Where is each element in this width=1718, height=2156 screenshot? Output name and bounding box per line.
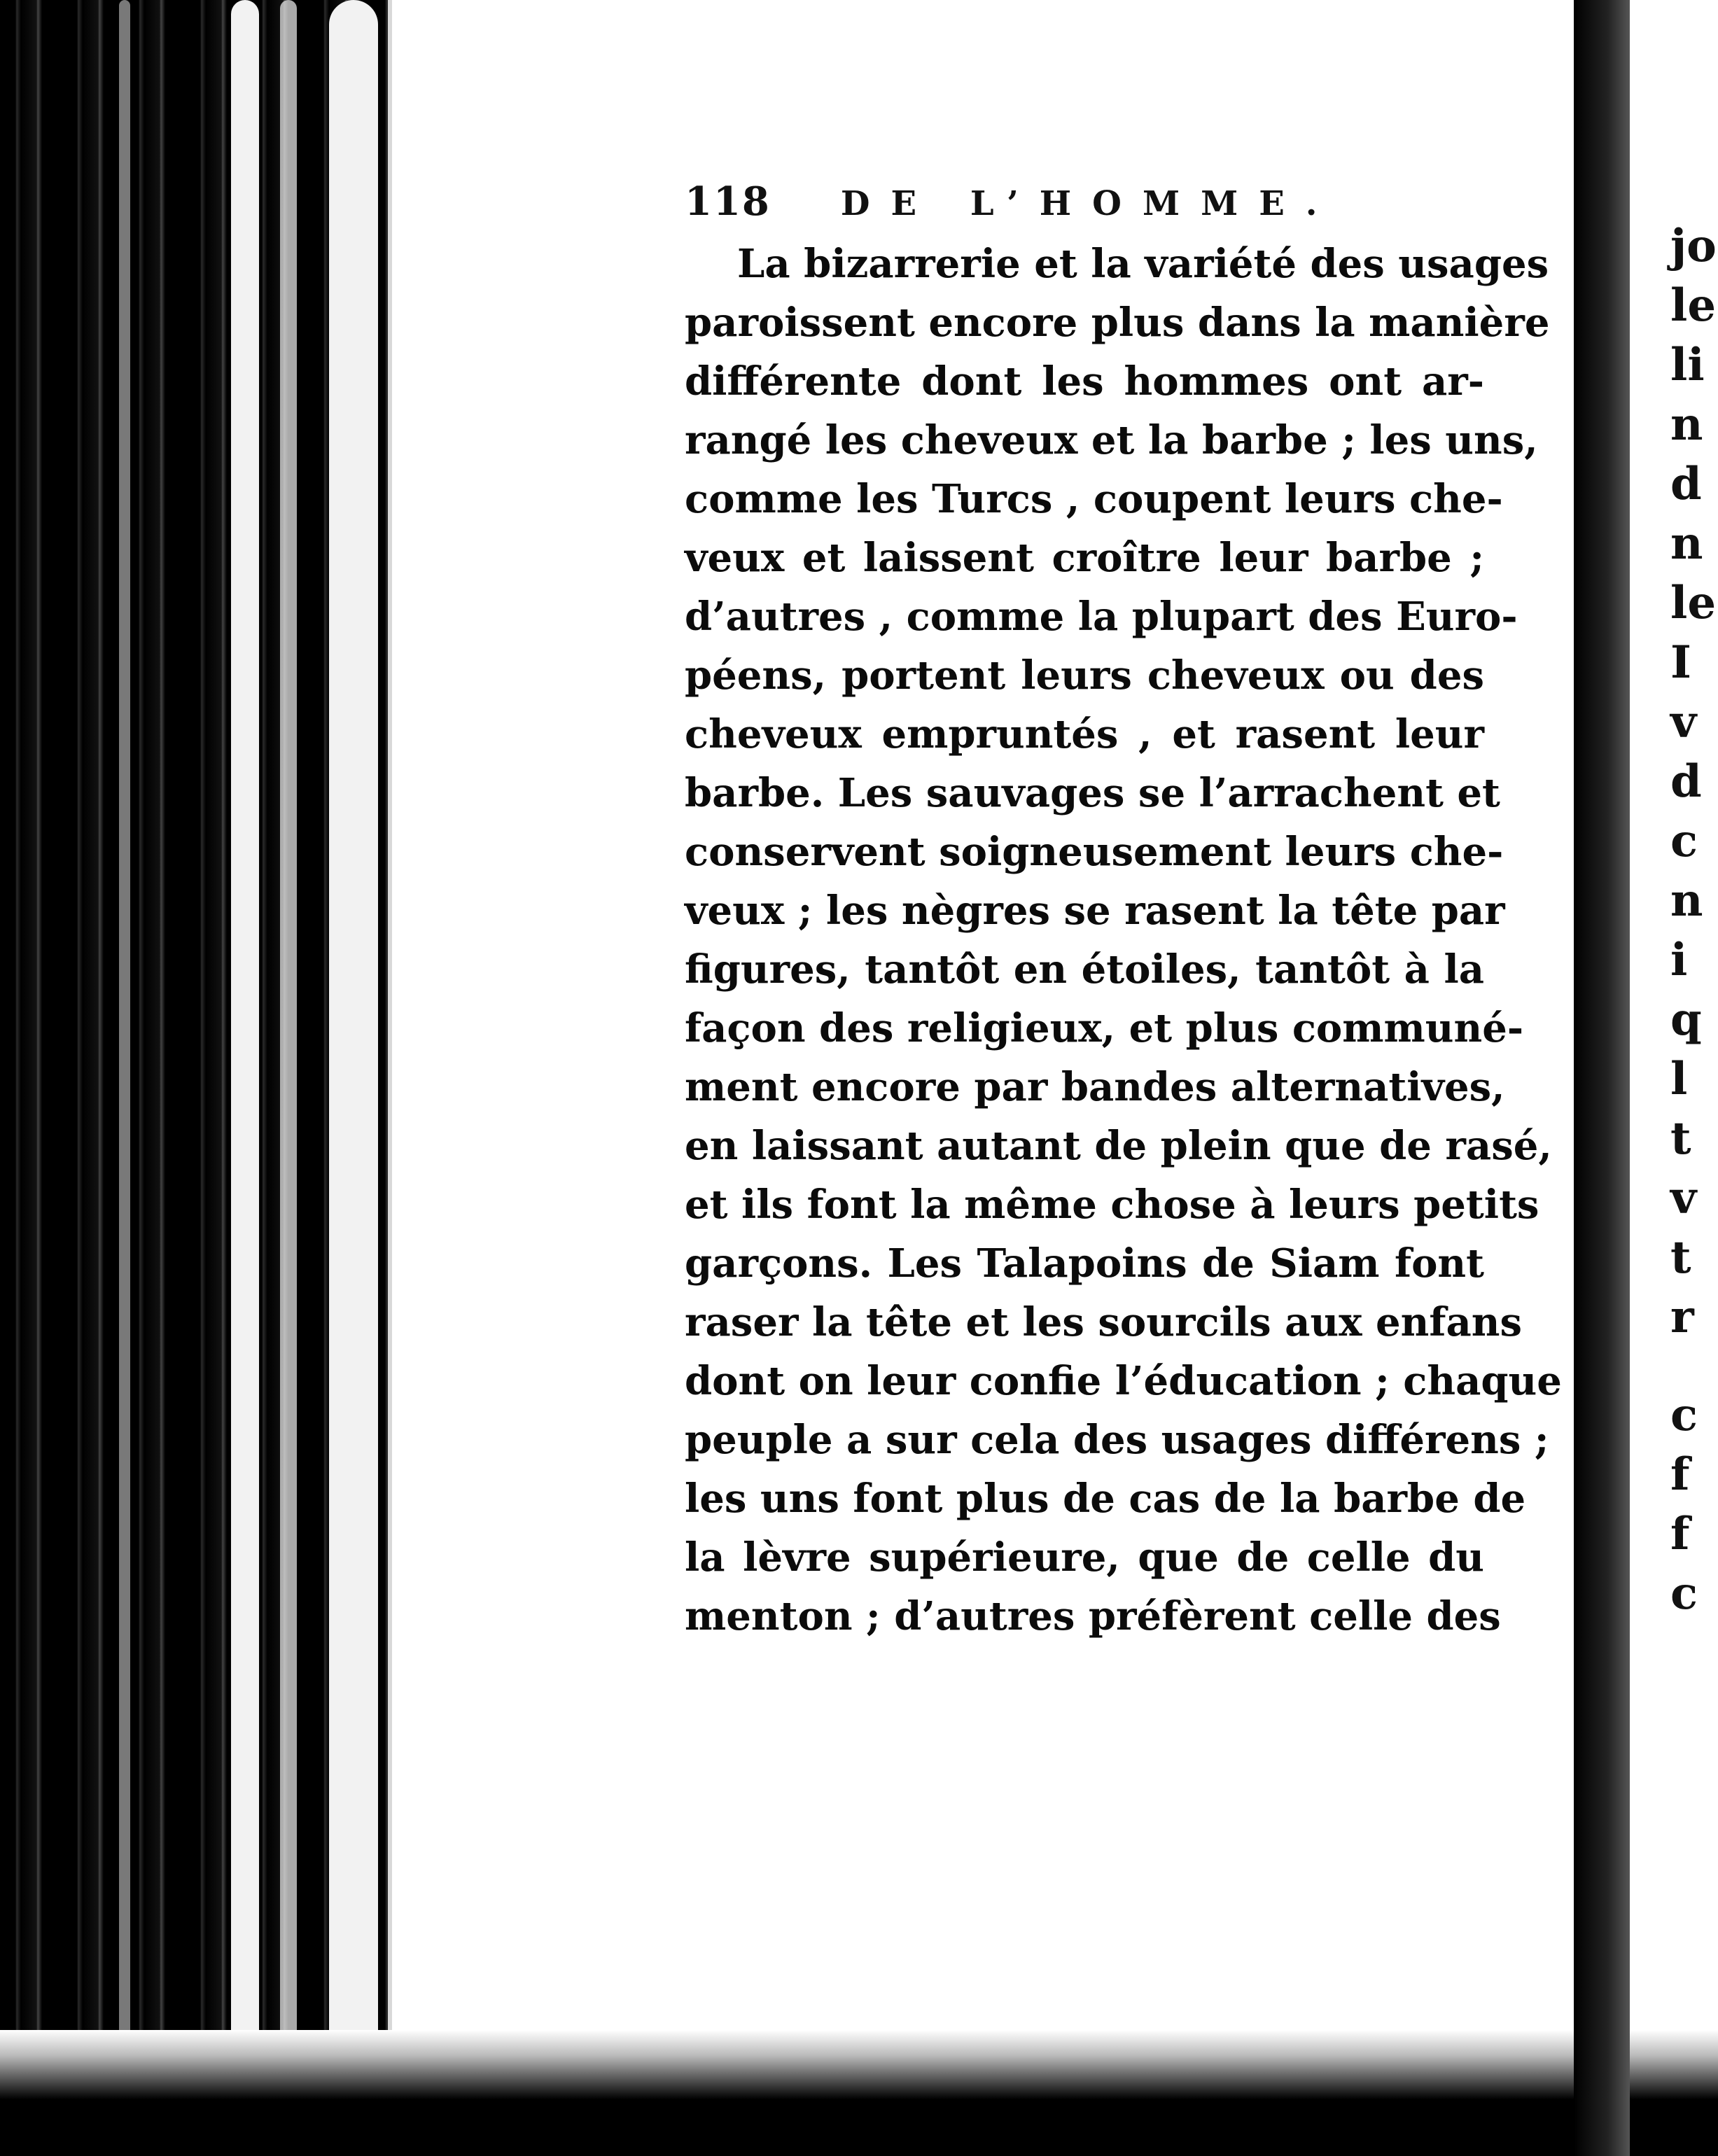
next-page-fragment: jo: [1670, 220, 1717, 272]
text-line: conservent soigneusement leurs che-: [685, 829, 1504, 875]
text-line: comme les Turcs , coupent leurs che-: [685, 476, 1503, 522]
next-page-fragment: i: [1670, 934, 1688, 986]
text-line: paroissent encore plus dans la manière: [685, 300, 1550, 346]
next-page-fragment: le: [1670, 279, 1717, 332]
page-edge-streak: [329, 0, 378, 2156]
next-page-fragment: n: [1670, 517, 1703, 570]
text-line: veux ; les nègres se rasent la tête par: [685, 888, 1505, 934]
next-page-fragment: v: [1670, 696, 1697, 748]
page-number: 118: [685, 178, 771, 225]
text-line: figures, tantôt en étoiles, tantôt à la: [685, 946, 1484, 993]
next-page-fragment: d: [1670, 755, 1702, 808]
text-line: raser la tête et les sourcils aux enfans: [685, 1299, 1523, 1345]
text-line: en laissant autant de plein que de rasé,: [685, 1123, 1552, 1169]
next-page-fragment: t: [1670, 1231, 1691, 1284]
text-line: La bizarrerie et la variété des usages: [737, 241, 1549, 287]
text-line: cheveux empruntés , et rasent leur: [685, 711, 1484, 757]
next-page-fragment: q: [1670, 993, 1702, 1046]
next-page-fragment: c: [1670, 815, 1698, 867]
next-page-fragment: f: [1670, 1448, 1690, 1501]
text-line: garçons. Les Talapoins de Siam font: [685, 1240, 1484, 1287]
text-line: barbe. Les sauvages se l’arrachent et: [685, 770, 1500, 816]
running-title: DE L’HOMME.: [840, 184, 1339, 223]
text-line: menton ; d’autres préfèrent celle des: [685, 1593, 1501, 1639]
next-page-fragment: t: [1670, 1112, 1691, 1165]
next-page-fragment: c: [1670, 1389, 1698, 1441]
next-page-fragment: d: [1670, 458, 1702, 510]
next-page-fragment: n: [1670, 874, 1703, 927]
book-spine: [1574, 0, 1630, 2156]
text-line: ment encore par bandes alternatives,: [685, 1064, 1505, 1110]
book-edge: [0, 0, 434, 2156]
text-line: les uns font plus de cas de la barbe de: [685, 1476, 1526, 1522]
text-line: la lèvre supérieure, que de celle du: [685, 1534, 1484, 1581]
text-line: façon des religieux, et plus communé-: [685, 1005, 1524, 1051]
next-page-fragment: n: [1670, 398, 1703, 451]
text-line: veux et laissent croître leur barbe ;: [685, 535, 1484, 581]
page-edge-streak: [231, 0, 259, 2156]
next-page-fragment: le: [1670, 577, 1717, 629]
page-edge-streak: [119, 0, 130, 2156]
text-line: d’autres , comme la plupart des Euro-: [685, 594, 1518, 640]
text-line: péens, portent leurs cheveux ou des: [685, 652, 1484, 699]
running-head: [685, 178, 1371, 227]
next-page-margin: [1630, 0, 1718, 2030]
body-text: [685, 234, 1562, 1646]
text-line: différente dont les hommes ont ar-: [685, 358, 1484, 405]
page-edge-streak: [280, 0, 297, 2156]
next-page-fragment: r: [1670, 1291, 1694, 1343]
next-page-fragment: l: [1670, 1053, 1688, 1105]
text-line: et ils font la même chose à leurs petits: [685, 1182, 1539, 1228]
page-bottom-edge: [0, 2030, 1718, 2156]
text-line: peuple a sur cela des usages différens ;: [685, 1417, 1549, 1463]
text-line: dont on leur confie l’éducation ; chaque: [685, 1358, 1562, 1404]
next-page-fragment: c: [1670, 1567, 1698, 1620]
next-page-fragment: v: [1670, 1172, 1697, 1224]
next-page-fragment: li: [1670, 339, 1705, 391]
text-line: rangé les cheveux et la barbe ; les uns,: [685, 417, 1538, 463]
next-page-fragment: f: [1670, 1508, 1690, 1560]
next-page-fragment: I: [1670, 636, 1691, 689]
